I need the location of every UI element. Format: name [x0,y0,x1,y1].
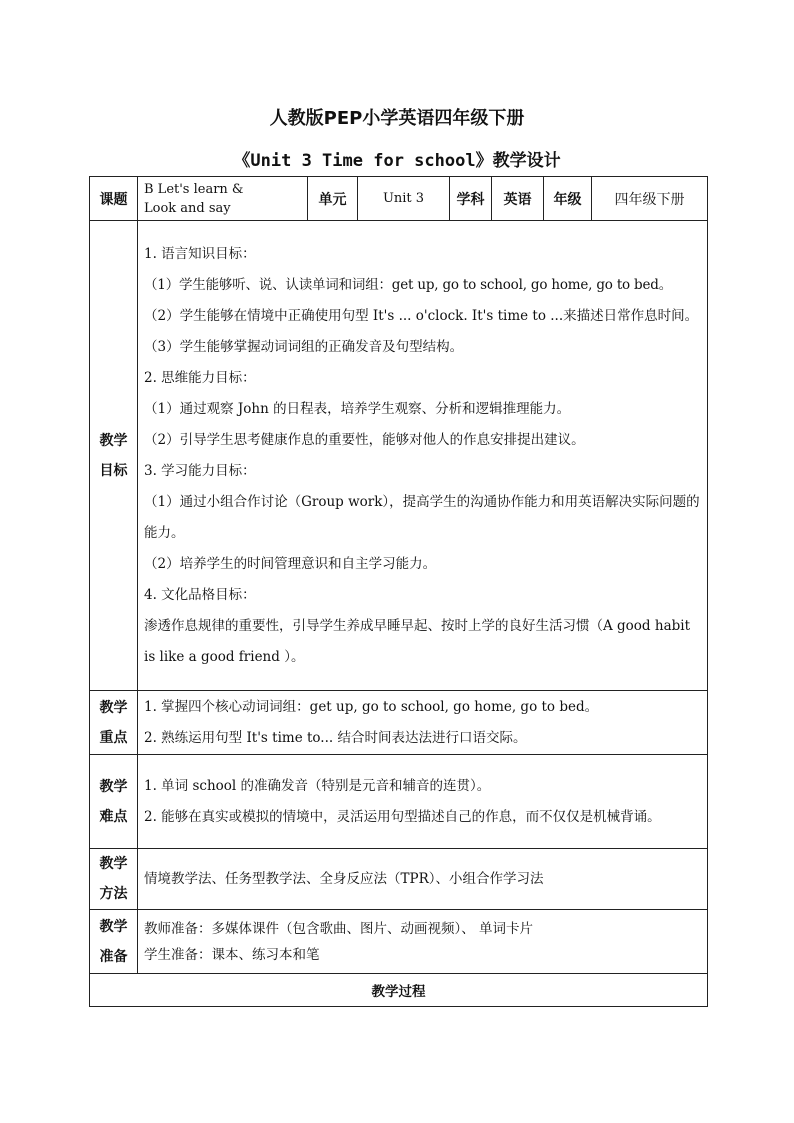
objective-line: 1. 语言知识目标： [144,245,256,262]
unit-value: Unit 3 [358,177,450,221]
objective-line: （3）学生能够掌握动词词组的正确发音及句型结构。 [144,338,464,355]
key-point-line: 1. 掌握四个核心动词词组：get up, go to school, go home, go to bed。 [144,698,599,715]
methods-label [90,849,138,910]
key-points-label-top: 教学 [99,699,128,716]
objective-line: （2）学生能够在情境中正确使用句型 It's ... o'clock. It's time to ...来描述日常作息时间。 [144,307,699,324]
subtitle-suffix: 》教学设计 [475,151,561,171]
subtitle-prefix: 《 [233,151,251,171]
difficulties-content [138,755,708,849]
key-points-row [90,691,708,755]
preparation-label-top: 教学 [99,918,128,935]
document-subtitle [0,146,794,171]
difficulty-line: 1. 单词 school 的准确发音（特别是元音和辅音的连贯）。 [144,777,491,794]
objectives-label-bottom: 目标 [99,462,128,479]
objective-line: 2. 思维能力目标： [144,369,256,386]
methods-label-bottom: 方法 [99,886,128,902]
preparation-label-bottom: 准备 [99,948,128,965]
objective-line: （1）通过观察 John 的日程表，培养学生观察、分析和逻辑推理能力。 [144,400,571,417]
topic-value: B Let's learn & Look and say [138,177,308,221]
subject-label: 学科 [450,177,492,221]
key-point-line: 2. 熟练运用句型 It's time to... 结合时间表达法进行口语交际。 [144,729,527,746]
process-row [90,974,708,1007]
difficulty-line: 2. 能够在真实或模拟的情境中，灵活运用句型描述自己的作息，而不仅仅是机械背诵。 [144,808,661,825]
difficulties-label [90,755,138,849]
key-points-label-bottom: 重点 [99,729,128,746]
lesson-plan-table [89,176,708,1007]
subject-value: 英语 [492,177,544,221]
methods-row [90,849,708,910]
document-title: 人教版PEP小学英语四年级下册 [269,108,525,129]
key-points-label [90,691,138,755]
grade-label: 年级 [544,177,592,221]
objective-line: 3. 学习能力目标： [144,462,256,479]
header-row [90,177,708,221]
process-heading: 教学过程 [90,974,708,1007]
preparation-content [138,910,708,974]
preparation-row [90,910,708,974]
objectives-label [90,221,138,691]
methods-label-top: 教学 [99,856,128,872]
subtitle-unit: Unit 3 Time for school [250,151,476,171]
key-points-content [138,691,708,755]
objective-line: 4. 文化品格目标： [144,586,256,603]
objective-line: （2）培养学生的时间管理意识和自主学习能力。 [144,555,437,572]
objective-line: （2）引导学生思考健康作息的重要性，能够对他人的作息安排提出建议。 [144,431,585,448]
preparation-line: 学生准备：课本、练习本和笔 [144,946,320,963]
objectives-content [138,221,708,691]
difficulties-row [90,755,708,849]
preparation-label [90,910,138,974]
unit-label: 单元 [308,177,358,221]
methods-content [138,849,708,910]
grade-value: 四年级下册 [592,177,708,221]
difficulties-label-top: 教学 [99,778,128,795]
objective-line: （1）通过小组合作讨论（Group work），提高学生的沟通协作能力和用英语解决实际问题的能力。 [144,493,700,541]
topic-label: 课题 [90,177,138,221]
objective-line: （1）学生能够听、说、认读单词和词组：get up, go to school, go home, go to bed。 [144,276,673,293]
objectives-row [90,221,708,691]
difficulties-label-bottom: 难点 [99,808,128,825]
objectives-label-top: 教学 [99,432,128,449]
method-line: 情境教学法、任务型教学法、全身反应法（TPR）、小组合作学习法 [144,870,544,887]
preparation-line: 教师准备：多媒体课件（包含歌曲、图片、动画视频）、 单词卡片 [144,920,534,937]
objective-line: 渗透作息规律的重要性，引导学生养成早睡早起、按时上学的良好生活习惯（A good habit is like a good friend ）。 [144,617,690,665]
